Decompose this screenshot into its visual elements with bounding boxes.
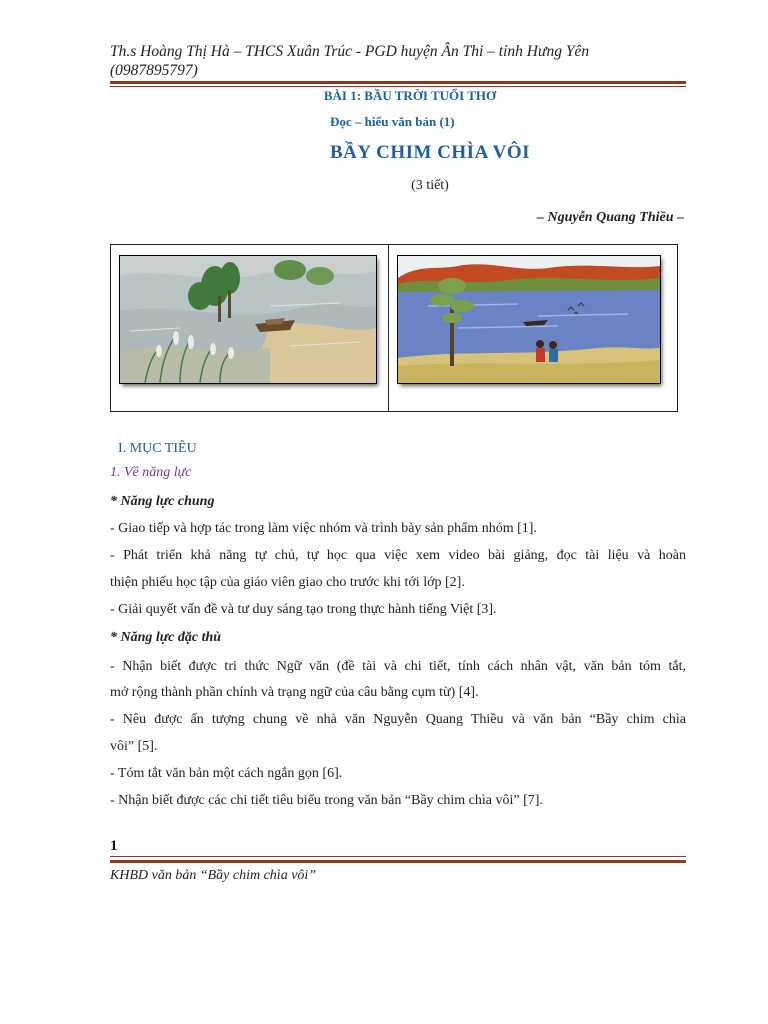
general-item-2: - Phát triển khả năng tự chủ, tự học qua việc xem video bài giảng, đọc tài liệu và hoàn	[110, 548, 686, 563]
general-competence-heading: * Năng lực chung	[110, 494, 215, 509]
specific-item-1-cont: mở rộng thành phần chính và trạng ngữ của câu bằng cụm từ) [4].	[110, 685, 479, 700]
page-number: 1	[110, 838, 118, 854]
footer-rule-thin	[110, 856, 686, 857]
section-heading: I. MỤC TIÊU	[118, 441, 197, 456]
specific-item-2-cont: vôi” [5].	[110, 739, 158, 754]
specific-item-1: - Nhận biết được tri thức Ngữ văn (đề tài và chi tiết, tính cách nhân vật, văn bản tóm tắt,	[110, 659, 686, 674]
header-rule-thick	[110, 81, 686, 84]
footer-rule-thick	[110, 860, 686, 863]
subsection-heading: 1. Về năng lực	[110, 465, 192, 480]
illustration-river-reeds	[120, 256, 376, 383]
illustration-table	[110, 244, 678, 412]
header-line-1: Th.s Hoàng Thị Hà – THCS Xuân Trúc - PGD huyện Ân Thi – tỉnh Hưng Yên	[110, 43, 590, 60]
table-divider	[388, 245, 389, 411]
specific-item-3: - Tóm tắt văn bản một cách ngắn gọn [6].	[110, 766, 343, 781]
header-rule-thin	[110, 86, 686, 87]
lesson-title: BẦY CHIM CHÌA VÔI	[329, 142, 531, 163]
specific-item-4: - Nhận biết được các chi tiết tiêu biểu trong văn bản “Bầy chim chìa vôi” [7].	[110, 793, 543, 808]
header-line-2: (0987895797)	[110, 62, 198, 79]
general-item-3: - Giải quyết vấn đề và tư duy sáng tạo trong thực hành tiếng Việt [3].	[110, 602, 497, 617]
specific-competence-heading: * Năng lực đặc thù	[110, 630, 222, 645]
lesson-author: – Nguyễn Quang Thiều –	[536, 210, 684, 225]
unit-title: BÀI 1: BẦU TRỜI TUỔI THƠ	[323, 88, 497, 103]
general-item-1: - Giao tiếp và hợp tác trong làm việc nhóm và trình bày sản phẩm nhóm [1].	[110, 521, 537, 536]
specific-item-2: - Nêu được ấn tượng chung về nhà văn Nguyễn Quang Thiều và văn bản “Bầy chim chìa	[110, 712, 686, 727]
lesson-periods: (3 tiết)	[411, 178, 449, 193]
footer-text: KHBD văn bản “Bầy chim chìa vôi”	[110, 868, 317, 883]
general-item-2-cont: thiện phiếu học tập của giáo viên giao cho trước khi tới lớp [2].	[110, 575, 465, 590]
lesson-subtitle: Đọc – hiểu văn bản (1)	[330, 114, 455, 129]
page-header	[110, 42, 690, 80]
illustration-river-children	[398, 256, 660, 383]
